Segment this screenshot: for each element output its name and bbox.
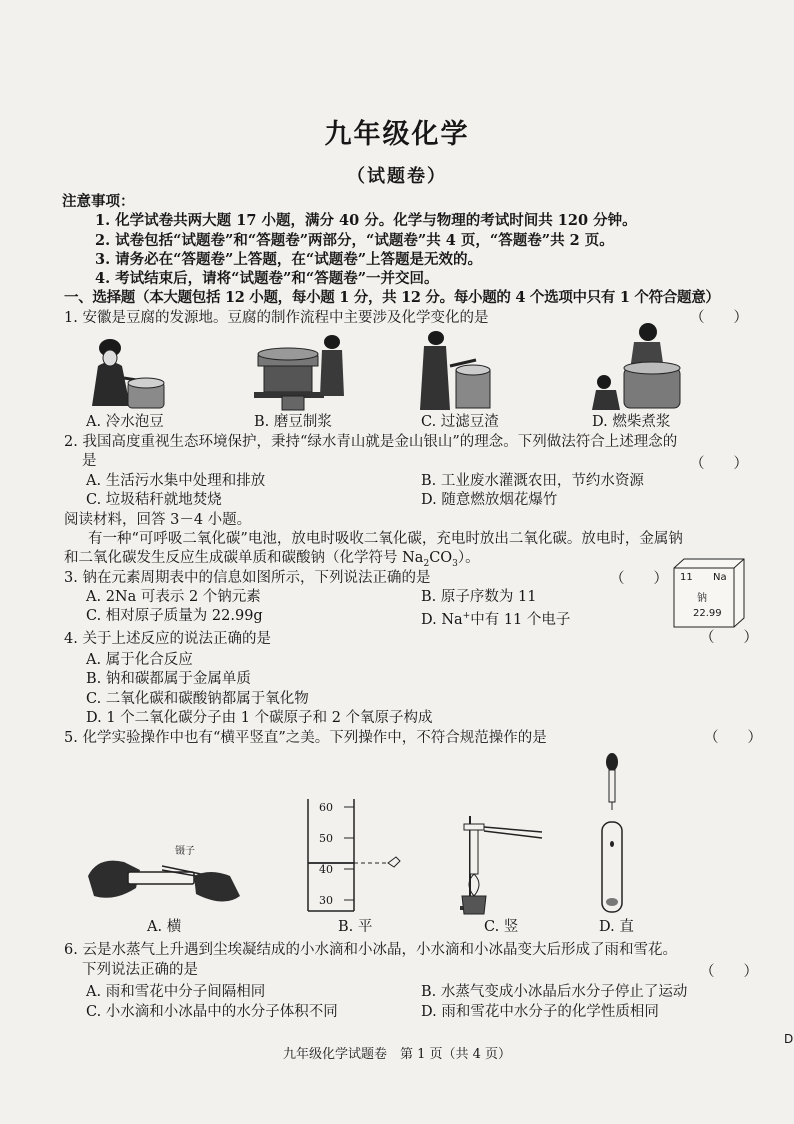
grinding-beans-illustration — [248, 326, 348, 412]
q3-option-b: B. 原子序数为 11 — [421, 589, 537, 605]
q6-option-d: D. 雨和雪花中水分子的化学性质相同 — [421, 1004, 659, 1020]
notice-item: 1. 化学试卷共两大题 17 小题，满分 40 分。化学与物理的考试时间共 120 分钟。 — [95, 212, 637, 229]
element-name: 钠 — [697, 593, 707, 604]
element-symbol: Na — [713, 572, 727, 583]
answer-paren: （ ） — [610, 571, 668, 587]
q4-stem: 4. 关于上述反应的说法正确的是 — [64, 631, 271, 647]
q6-option-c: C. 小水滴和小冰晶中的水分子体积不同 — [86, 1004, 338, 1020]
q2-option-c: C. 垃圾秸秆就地焚烧 — [86, 492, 222, 508]
q4-option-a: A. 属于化合反应 — [86, 652, 193, 668]
q5-caption-b: B. 平 — [338, 919, 373, 935]
page-subtitle: （试题卷） — [347, 166, 447, 187]
answer-paren: （ ） — [704, 730, 762, 746]
q2-option-d: D. 随意燃放烟花爆竹 — [421, 492, 558, 508]
q5-caption-d: D. 直 — [599, 919, 634, 935]
answer-paren: （ ） — [690, 456, 748, 472]
q6-option-a: A. 雨和雪花中分子间隔相同 — [86, 984, 266, 1000]
notice-item: 4. 考试结束后，请将“试题卷”和“答题卷”一并交回。 — [95, 270, 439, 287]
element-cell-sodium — [673, 558, 745, 628]
tweezers-operation-figure — [84, 836, 244, 916]
answer-paren: （ ） — [700, 964, 758, 980]
q5-caption-a: A. 横 — [147, 919, 182, 935]
q2-stem: 2. 我国高度重视生态环境保护，秉持“绿水青山就是金山银山”的理念。下列做法符合上述理念的 — [64, 434, 678, 450]
q3-option-d: D. Na+中有 11 个电子 — [421, 611, 571, 628]
q2-option-b: B. 工业废水灌溉农田，节约水资源 — [421, 473, 644, 489]
q1-option-b: B. 磨豆制浆 — [254, 414, 332, 430]
reading-line: 和二氧化碳发生反应生成碳单质和碳酸钠（化学符号 $Na_2CO_3$）。 — [64, 550, 480, 569]
q1-option-d: D. 燃柴煮浆 — [592, 414, 671, 430]
graduated-cylinder-figure — [296, 795, 416, 915]
scale-label: 50 — [319, 832, 333, 845]
scale-label: 40 — [319, 863, 333, 876]
q3-stem: 3. 钠在元素周期表中的信息如图所示，下列说法正确的是 — [64, 570, 431, 586]
q2-stem-cont: 是 — [82, 453, 97, 469]
q6-stem: 6. 云是水蒸气上升遇到尘埃凝结成的小水滴和小冰晶，小水滴和小冰晶变大后形成了雨和雪花。 — [64, 942, 677, 958]
q1-option-a: A. 冷水泡豆 — [86, 414, 164, 430]
section-heading: 一、选择题（本大题包括 12 小题，每小题 1 分，共 12 分。每小题的 4 个选项中只有 1 个符合题意） — [64, 289, 720, 306]
filtering-residue-illustration — [416, 326, 496, 412]
answer-paren: （ ） — [690, 310, 748, 326]
atomic-number: 11 — [680, 572, 693, 583]
edge-mark: D — [784, 1032, 794, 1046]
answer-paren: （ ） — [700, 630, 758, 646]
q3-option-a: A. 2Na 可表示 2 个钠元素 — [86, 589, 261, 605]
notice-item: 2. 试卷包括“试题卷”和“答题卷”两部分，“试题卷”共 4 页，“答题卷”共 2 页。 — [95, 232, 614, 249]
notice-heading: 注意事项： — [62, 193, 135, 210]
q5-caption-c: C. 竖 — [484, 919, 519, 935]
page-title: 九年级化学 — [324, 119, 470, 150]
notice-item: 3. 请务必在“答题卷”上答题，在“试题卷”上答题是无效的。 — [95, 251, 483, 268]
reading-intro: 阅读材料，回答 3－4 小题。 — [64, 512, 252, 528]
scale-label: 30 — [319, 894, 333, 907]
soaking-beans-illustration — [78, 326, 168, 412]
q6-stem-cont: 下列说法正确的是 — [82, 962, 198, 978]
boiling-pulp-illustration — [590, 320, 686, 412]
q4-option-b: B. 钠和碳都属于金属单质 — [86, 671, 251, 687]
q4-option-c: C. 二氧化碳和碳酸钠都属于氧化物 — [86, 691, 309, 707]
dropper-figure — [592, 752, 632, 918]
scale-label: 60 — [319, 801, 333, 814]
q5-stem: 5. 化学实验操作中也有“横平竖直”之美。下列操作中，不符合规范操作的是 — [64, 730, 547, 746]
tweezers-label: 镊子 — [175, 846, 195, 857]
q6-option-b: B. 水蒸气变成小冰晶后水分子停止了运动 — [421, 984, 688, 1000]
q3-option-c: C. 相对原子质量为 22.99g — [86, 608, 263, 624]
atomic-mass: 22.99 — [693, 608, 722, 619]
q1-option-c: C. 过滤豆渣 — [421, 414, 499, 430]
q2-option-a: A. 生活污水集中处理和排放 — [86, 473, 266, 489]
test-tube-heating-figure — [450, 810, 550, 918]
q4-option-d: D. 1 个二氧化碳分子由 1 个碳原子和 2 个氧原子构成 — [86, 710, 433, 726]
q1-stem: 1. 安徽是豆腐的发源地。豆腐的制作流程中主要涉及化学变化的是 — [64, 310, 489, 326]
reading-line: 有一种“可呼吸二氧化碳”电池，放电时吸收二氧化碳，充电时放出二氧化碳。放电时，金属钠 — [88, 531, 683, 547]
page-footer: 九年级化学试题卷 第 1 页（共 4 页） — [282, 1047, 512, 1062]
